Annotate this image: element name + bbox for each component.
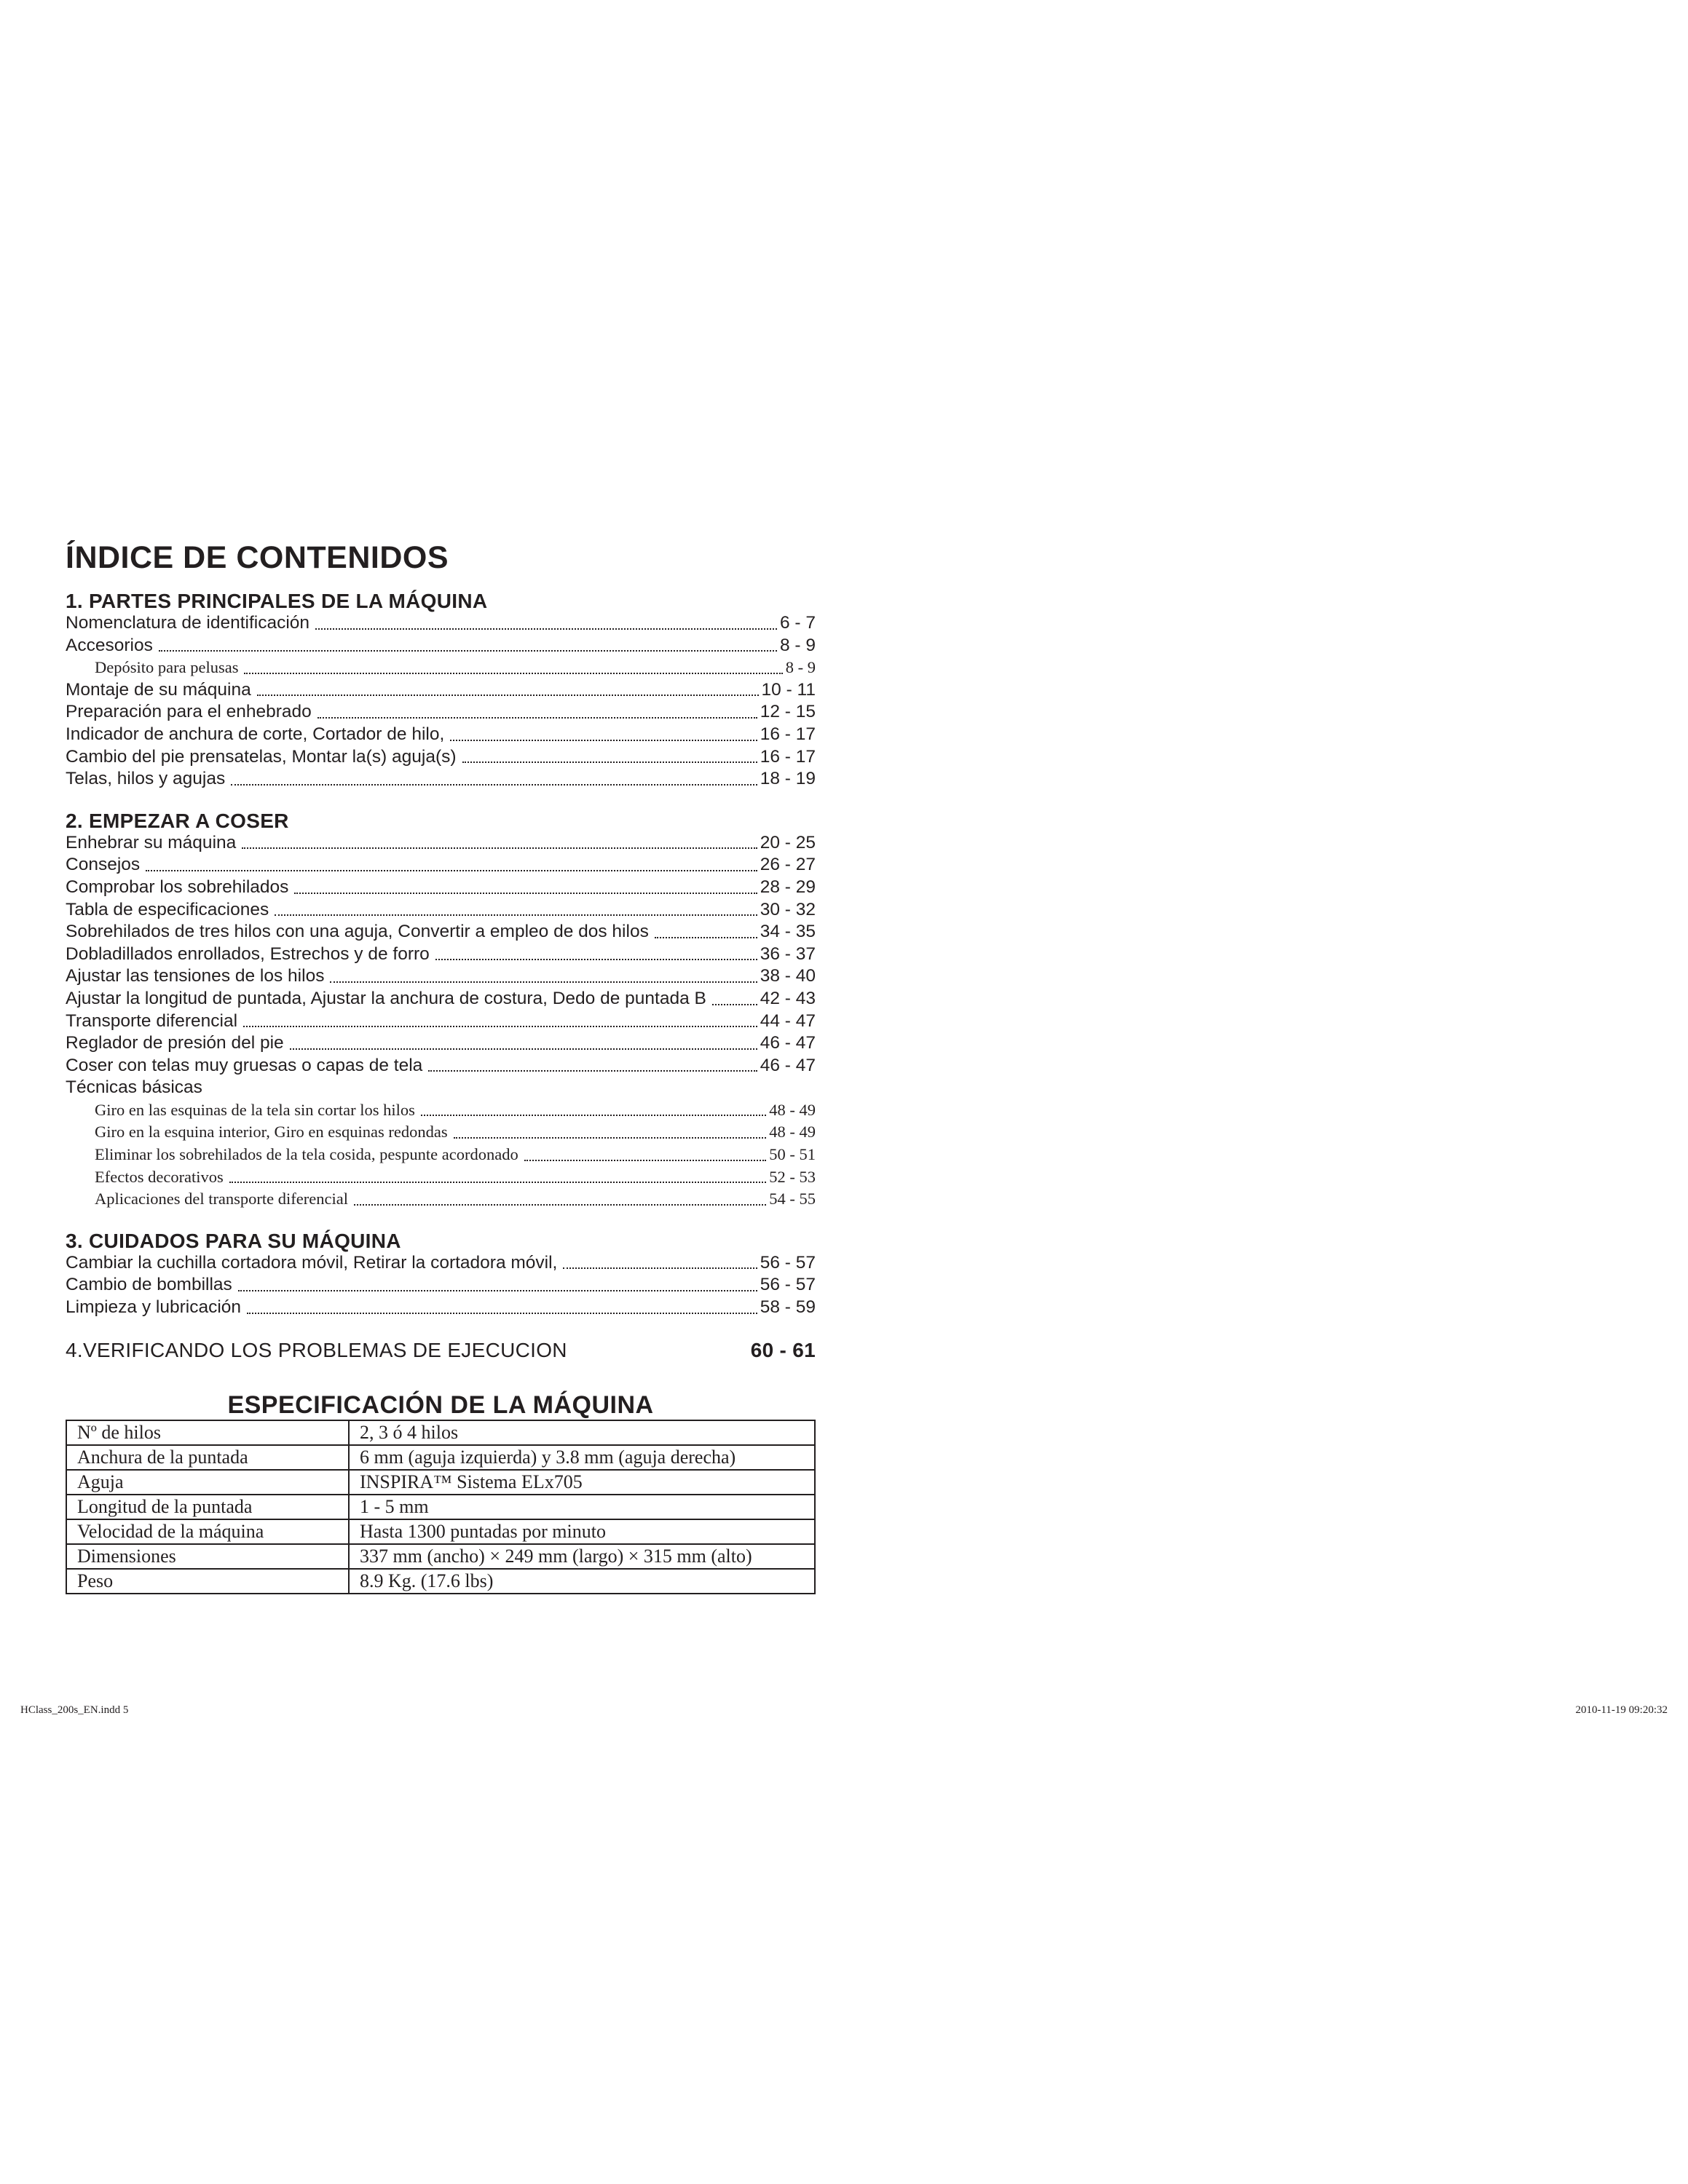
toc-subentry [66,1121,816,1144]
spec-key: Peso [66,1569,349,1594]
toc-entry-label: Reglador de presión del pie [66,1033,284,1053]
toc-entry [66,988,816,1010]
toc-entry-pages: 16 - 17 [760,746,816,767]
dot-leader [315,628,777,630]
toc-entry-pages: 12 - 15 [760,702,816,722]
section-heading: 2. EMPEZAR A COSER [66,809,289,832]
toc-entry-pages: 36 - 37 [760,943,816,964]
dot-leader [231,783,757,786]
toc-entry-label: Ajustar la longitud de puntada, Ajustar la anchura de costura, Dedo de puntada B [66,988,706,1008]
spec-value: Hasta 1300 puntadas por minuto [349,1519,815,1544]
toc-section-2 [66,810,816,1211]
toc-entry-pages: 16 - 17 [760,724,816,744]
toc-entry-label: Limpieza y lubricación [66,1297,242,1318]
spec-value: 1 - 5 mm [349,1495,815,1519]
toc-entry [66,701,816,724]
toc-entry [66,635,816,657]
toc-entry-pages: 38 - 40 [760,966,816,986]
toc-entry-pages: 8 - 9 [785,658,816,677]
dot-leader [242,847,757,849]
table-of-contents [66,536,816,1594]
toc-entry-pages: 46 - 47 [760,1033,816,1053]
toc-entry [66,746,816,769]
toc-entry-label: Depósito para pelusas [95,658,239,677]
toc-entry [66,877,816,899]
toc-entry [66,1297,816,1319]
toc-entry-label: Aplicaciones del transporte diferencial [95,1190,348,1208]
spec-value: 8.9 Kg. (17.6 lbs) [349,1569,815,1594]
dot-leader [462,761,757,763]
toc-entry [66,854,816,877]
toc-group-label [66,1077,816,1099]
dot-leader [655,936,757,938]
toc-entry [66,965,816,988]
toc-entry-label: Coser con telas muy gruesas o capas de tela [66,1055,423,1075]
toc-section-4 [66,1338,816,1363]
toc-entry-pages: 58 - 59 [760,1297,816,1318]
toc-entry-pages: 34 - 35 [760,922,816,942]
toc-entry-label: Nomenclatura de identificación [66,613,310,633]
toc-entry-pages: 48 - 49 [769,1123,816,1142]
toc-entry [66,921,816,943]
dot-leader [524,1159,767,1161]
table-row [66,1470,815,1495]
toc-entry-label: Consejos [66,855,141,875]
toc-entry-pages: 30 - 32 [760,899,816,919]
toc-entry-label: Transporte diferencial [66,1010,238,1031]
toc-entry-pages: 48 - 49 [769,1100,816,1119]
toc-entry-pages: 6 - 7 [779,613,816,633]
toc-subentry [66,1188,816,1211]
table-row [66,1569,815,1594]
dot-leader [290,1048,757,1050]
toc-entry-pages: 56 - 57 [760,1275,816,1295]
toc-entry-pages: 8 - 9 [779,635,816,655]
toc-entry [66,679,816,702]
toc-entry-pages: 46 - 47 [760,1055,816,1075]
toc-entry [66,768,816,791]
toc-entry-label: Eliminar los sobrehilados de la tela cosida, pespunte acordonado [95,1145,518,1164]
toc-entry-label: Técnicas básicas [66,1077,202,1098]
dot-leader [275,914,757,916]
spec-key: Longitud de la puntada [66,1495,349,1519]
page-title: ÍNDICE DE CONTENIDOS [66,540,449,575]
toc-entry-label: Giro en la esquina interior, Giro en esquinas redondas [95,1123,448,1142]
toc-entry-label: Telas, hilos y agujas [66,769,226,789]
toc-entry-pages: 20 - 25 [760,832,816,852]
toc-subentry [66,657,816,679]
toc-entry-pages: 42 - 43 [760,988,816,1008]
spec-value: 337 mm (ancho) × 249 mm (largo) × 315 mm (alto) [349,1544,815,1569]
dot-leader [318,716,757,719]
toc-section-1 [66,590,816,791]
toc-entry-label: Cambiar la cuchilla cortadora móvil, Retirar la cortadora móvil, [66,1252,558,1273]
toc-entry-label: Accesorios [66,635,153,655]
toc-entry [66,612,816,635]
table-row [66,1445,815,1470]
toc-entry-label: Indicador de anchura de corte, Cortador de hilo, [66,724,445,744]
dot-leader [229,1181,766,1183]
toc-subentry [66,1166,816,1189]
spec-title: ESPECIFICACIÓN DE LA MÁQUINA [227,1390,654,1419]
spec-key: Nº de hilos [66,1420,349,1445]
toc-entry-pages: 52 - 53 [769,1167,816,1186]
dot-leader [450,739,757,741]
dot-leader [354,1203,766,1206]
section-heading: 1. PARTES PRINCIPALES DE LA MÁQUINA [66,590,488,612]
table-row [66,1495,815,1519]
dot-leader [243,1025,757,1027]
toc-entry-label: Sobrehilados de tres hilos con una aguja, Convertir a empleo de dos hilos [66,922,649,942]
dot-leader [247,1312,757,1314]
toc-entry-label: Giro en las esquinas de la tela sin cortar los hilos [95,1100,415,1119]
dot-leader [244,672,782,674]
spec-key: Anchura de la puntada [66,1445,349,1470]
toc-entry-label: Montaje de su máquina [66,679,251,700]
spec-key: Aguja [66,1470,349,1495]
toc-entry-pages: 44 - 47 [760,1010,816,1031]
table-row [66,1420,815,1445]
toc-entry-label: Efectos decorativos [95,1167,224,1186]
dot-leader [712,1003,757,1005]
toc-entry-label: Cambio de bombillas [66,1275,232,1295]
toc-entry-pages: 54 - 55 [769,1190,816,1208]
toc-entry-pages: 50 - 51 [769,1145,816,1164]
toc-subentry [66,1144,816,1166]
spec-key: Velocidad de la máquina [66,1519,349,1544]
toc-subentry [66,1099,816,1122]
toc-entry [66,1010,816,1033]
dot-leader [421,1114,766,1116]
toc-entry [66,832,816,855]
toc-entry-label: Comprobar los sobrehilados [66,877,289,897]
spec-table [66,1420,816,1594]
dot-leader [563,1267,757,1269]
toc-entry-pages: 56 - 57 [760,1252,816,1273]
toc-entry-label: Preparación para el enhebrado [66,702,312,722]
section-heading: 3. CUIDADOS PARA SU MÁQUINA [66,1229,401,1252]
toc-entry [66,943,816,966]
toc-entry-label: Cambio del pie prensatelas, Montar la(s) aguja(s) [66,746,457,767]
table-row [66,1544,815,1569]
toc-entry-pages: 18 - 19 [760,769,816,789]
spec-value: INSPIRA™ Sistema ELx705 [349,1470,815,1495]
toc-entry [66,1032,816,1055]
toc-entry-label: Enhebrar su máquina [66,832,237,852]
toc-entry [66,899,816,922]
toc-entry [66,1252,816,1275]
toc-entry-label: Dobladillados enrollados, Estrechos y de forro [66,943,430,964]
table-row [66,1519,815,1544]
spec-key: Dimensiones [66,1544,349,1569]
toc-entry [66,724,816,746]
toc-section-3 [66,1230,816,1319]
dot-leader [435,958,757,960]
spec-value: 2, 3 ó 4 hilos [349,1420,815,1445]
dot-leader [294,892,757,894]
toc-entry-label: Tabla de especificaciones [66,899,269,919]
section-heading: 4.VERIFICANDO LOS PROBLEMAS DE EJECUCION [66,1338,567,1361]
dot-leader [159,649,777,652]
dot-leader [238,1289,757,1291]
footer-timestamp: 2010-11-19 09:20:32 [1575,1704,1668,1716]
toc-entry-pages: 60 - 61 [750,1338,816,1361]
toc-entry-label: Ajustar las tensiones de los hilos [66,966,325,986]
toc-entry [66,1055,816,1077]
dot-leader [257,694,759,696]
footer-file-info: HClass_200s_EN.indd 5 [20,1704,129,1716]
toc-entry-pages: 26 - 27 [760,855,816,875]
dot-leader [330,981,757,983]
toc-entry-pages: 10 - 11 [761,679,816,700]
toc-entry-pages: 28 - 29 [760,877,816,897]
dot-leader [428,1069,757,1072]
spec-value: 6 mm (aguja izquierda) y 3.8 mm (aguja derecha) [349,1445,815,1470]
dot-leader [454,1136,767,1139]
dot-leader [146,869,757,871]
toc-entry [66,1274,816,1297]
